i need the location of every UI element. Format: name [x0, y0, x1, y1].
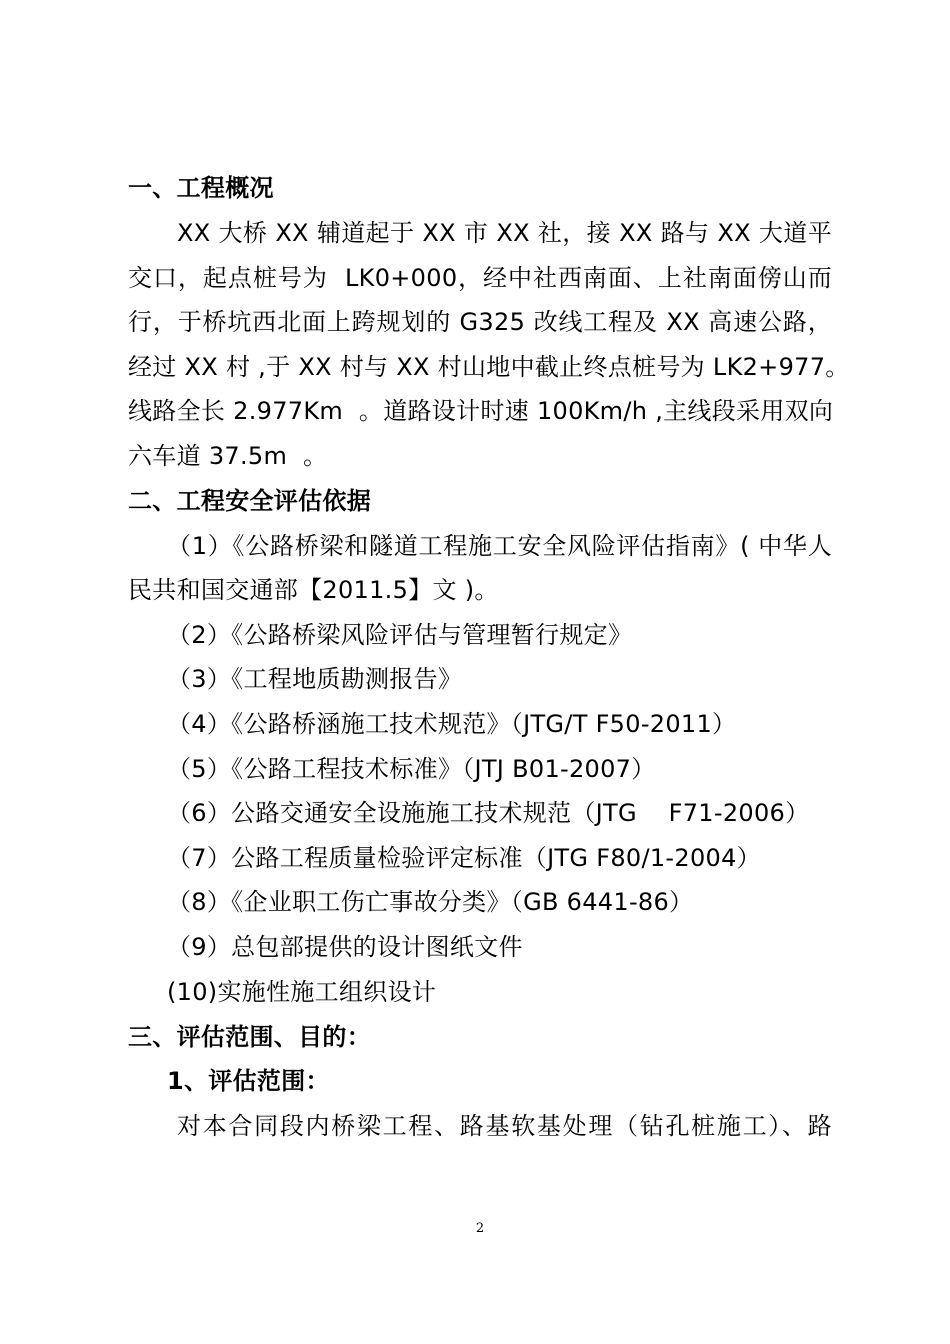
reference-item-5: （5）《公路工程技术标准》（JTJ B01-2007） [167, 755, 656, 783]
reference-item-4: （4）《公路桥涵施工技术规范》（JTG/T F50-2011） [167, 710, 737, 738]
reference-item-8: （8）《企业职工伤亡事故分类》（GB 6441-86） [167, 888, 694, 916]
reference-item-9: （9）总包部提供的设计图纸文件 [167, 933, 523, 961]
section-1-heading: 一、工程概况 [128, 174, 274, 202]
section-1-paragraph-line-2: 交口，起点桩号为 LK0+000，经中社西南面、上社南面傍山而 [128, 264, 832, 292]
reference-item-10: (10)实施性施工组织设计 [167, 978, 437, 1006]
reference-item-1-line-2: 民共和国交通部【2011.5】文 )。 [128, 576, 499, 604]
section-1-paragraph-line-4: 经过 XX 村 ,于 XX 村与 XX 村山地中截止终点桩号为 LK2+977。 [128, 353, 850, 381]
section-2-heading: 二、工程安全评估依据 [128, 487, 371, 515]
page-number: 2 [475, 1221, 485, 1236]
section-3-subheading: 1、评估范围： [167, 1067, 330, 1095]
reference-item-7: （7）公路工程质量检验评定标准（JTG F80/1-2004） [167, 844, 761, 872]
section-1-paragraph-line-1: XX 大桥 XX 辅道起于 XX 市 XX 社，接 XX 路与 XX 大道平 [177, 219, 832, 247]
reference-item-6: （6）公路交通安全设施施工技术规范（JTG F71-2006） [167, 799, 810, 827]
section-3-heading: 三、评估范围、目的： [128, 1023, 371, 1051]
section-1-paragraph-line-6: 六车道 37.5m 。 [128, 442, 328, 470]
reference-item-1-line-1: （1）《公路桥梁和隧道工程施工安全风险评估指南》( 中华人 [167, 532, 832, 560]
section-1-paragraph-line-5: 线路全长 2.977Km 。道路设计时速 100Km/h ,主线段采用双向 [128, 397, 834, 425]
section-3-paragraph-line: 对本合同段内桥梁工程、路基软基处理（钻孔桩施工）、路 [177, 1112, 832, 1140]
section-1-paragraph-line-3: 行，于桥坑西北面上跨规划的 G325 改线工程及 XX 高速公路， [128, 308, 832, 336]
reference-item-2: （2）《公路桥梁风险评估与管理暂行规定》 [167, 621, 633, 649]
reference-item-3: （3）《工程地质勘测报告》 [167, 665, 463, 693]
